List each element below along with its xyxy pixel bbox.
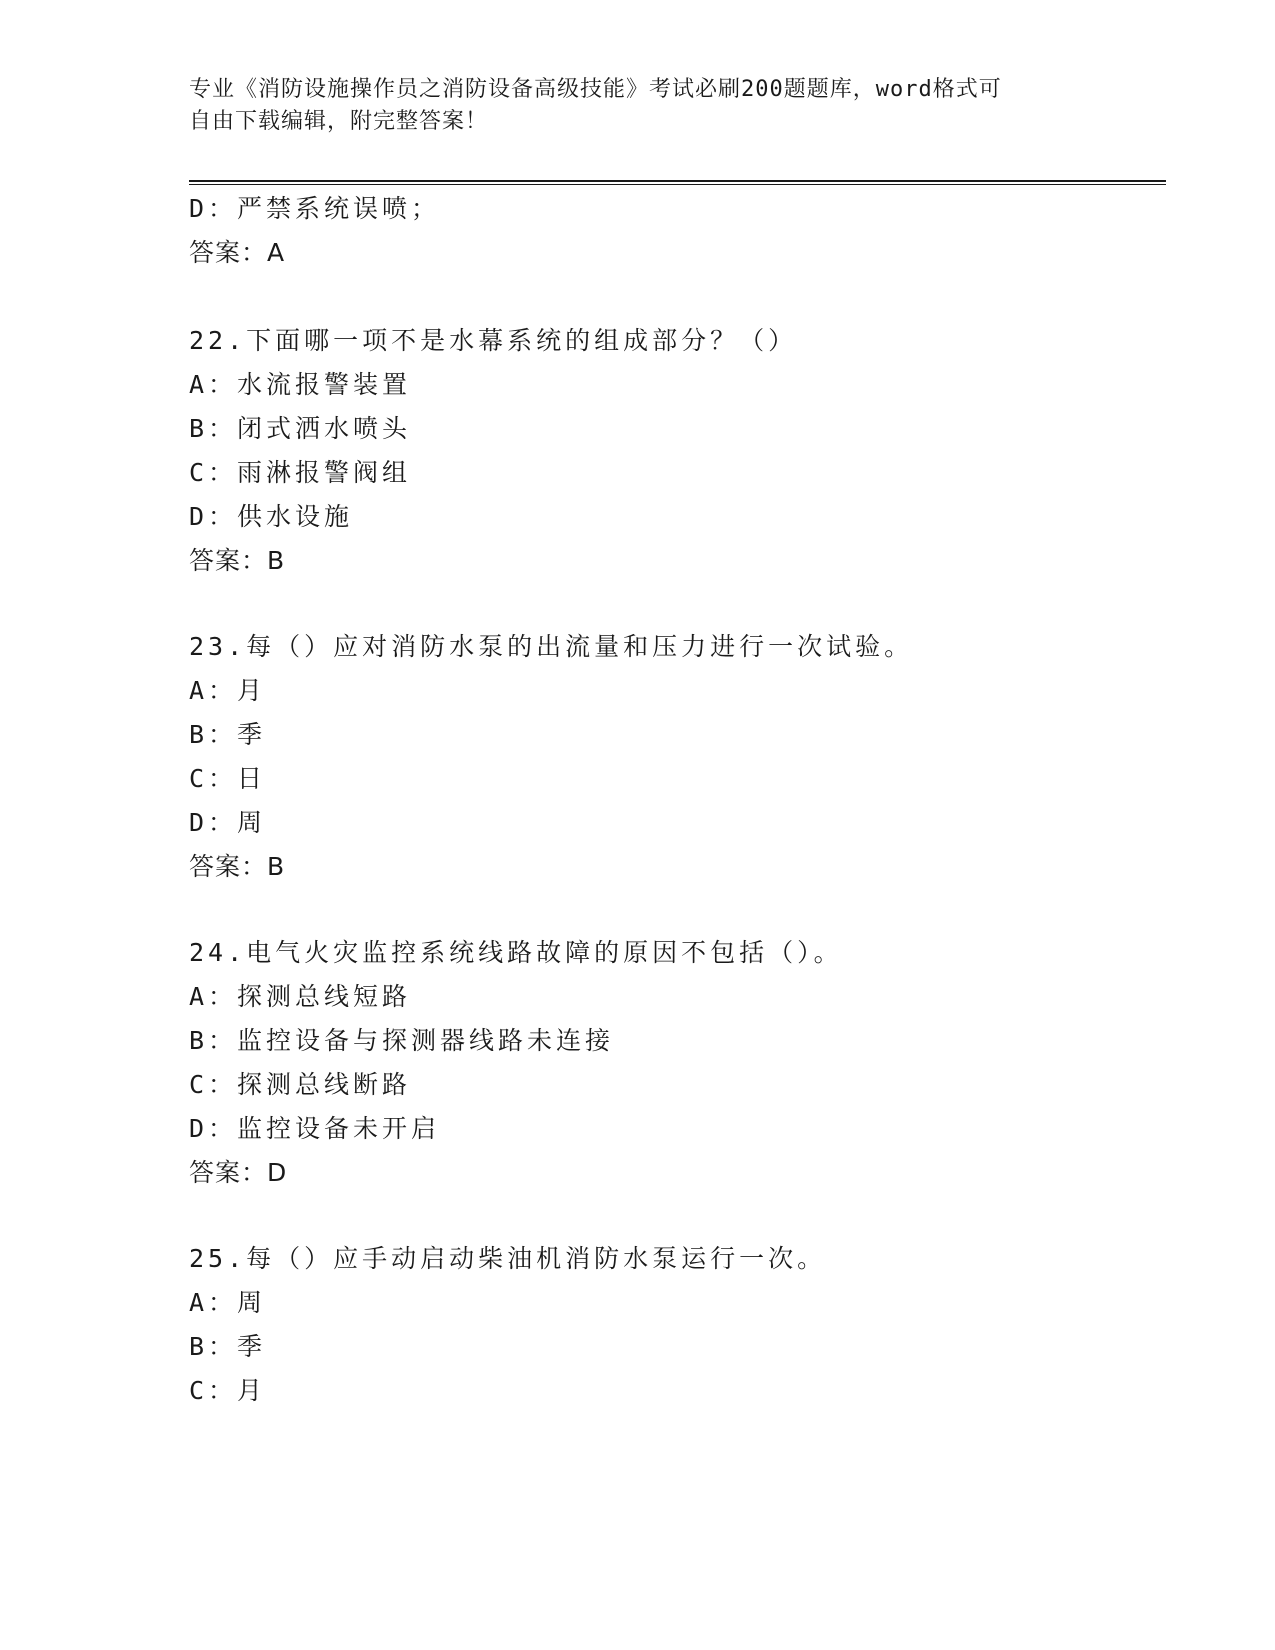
option-d: D：严禁系统误喷； xyxy=(189,194,441,223)
answer-line: 答案：D xyxy=(189,1158,288,1187)
option-c: C：月 xyxy=(189,1376,267,1405)
option-b: B：监控设备与探测器线路未连接 xyxy=(189,1026,615,1055)
document-header xyxy=(189,74,1069,138)
option-a: A：周 xyxy=(189,1288,267,1317)
question-stem: 23.每（）应对消防水泵的出流量和压力进行一次试验。 xyxy=(189,632,914,661)
question-stem: 25.每（）应手动启动柴油机消防水泵运行一次。 xyxy=(189,1244,827,1273)
option-a: A：水流报警装置 xyxy=(189,370,412,399)
header-line-1: 专业《消防设施操作员之消防设备高级技能》考试必刷200题题库，word格式可 xyxy=(189,77,1002,102)
answer-line: 答案：A xyxy=(189,238,286,267)
option-d: D：供水设施 xyxy=(189,502,354,531)
question-stem: 24.电气火灾监控系统线路故障的原因不包括（）。 xyxy=(189,938,843,967)
option-b: B：季 xyxy=(189,720,267,749)
answer-line: 答案：B xyxy=(189,852,286,881)
header-divider xyxy=(189,180,1166,185)
option-c: C：日 xyxy=(189,764,267,793)
option-d: D：监控设备未开启 xyxy=(189,1114,441,1143)
option-c: C：雨淋报警阀组 xyxy=(189,458,412,487)
option-a: A：探测总线短路 xyxy=(189,982,412,1011)
option-b: B：闭式洒水喷头 xyxy=(189,414,412,443)
question-stem: 22.下面哪一项不是水幕系统的组成部分？（） xyxy=(189,326,798,355)
answer-line: 答案：B xyxy=(189,546,286,575)
option-b: B：季 xyxy=(189,1332,267,1361)
option-c: C：探测总线断路 xyxy=(189,1070,412,1099)
option-a: A：月 xyxy=(189,676,267,705)
header-line-2: 自由下载编辑，附完整答案！ xyxy=(189,109,489,134)
option-d: D：周 xyxy=(189,808,267,837)
